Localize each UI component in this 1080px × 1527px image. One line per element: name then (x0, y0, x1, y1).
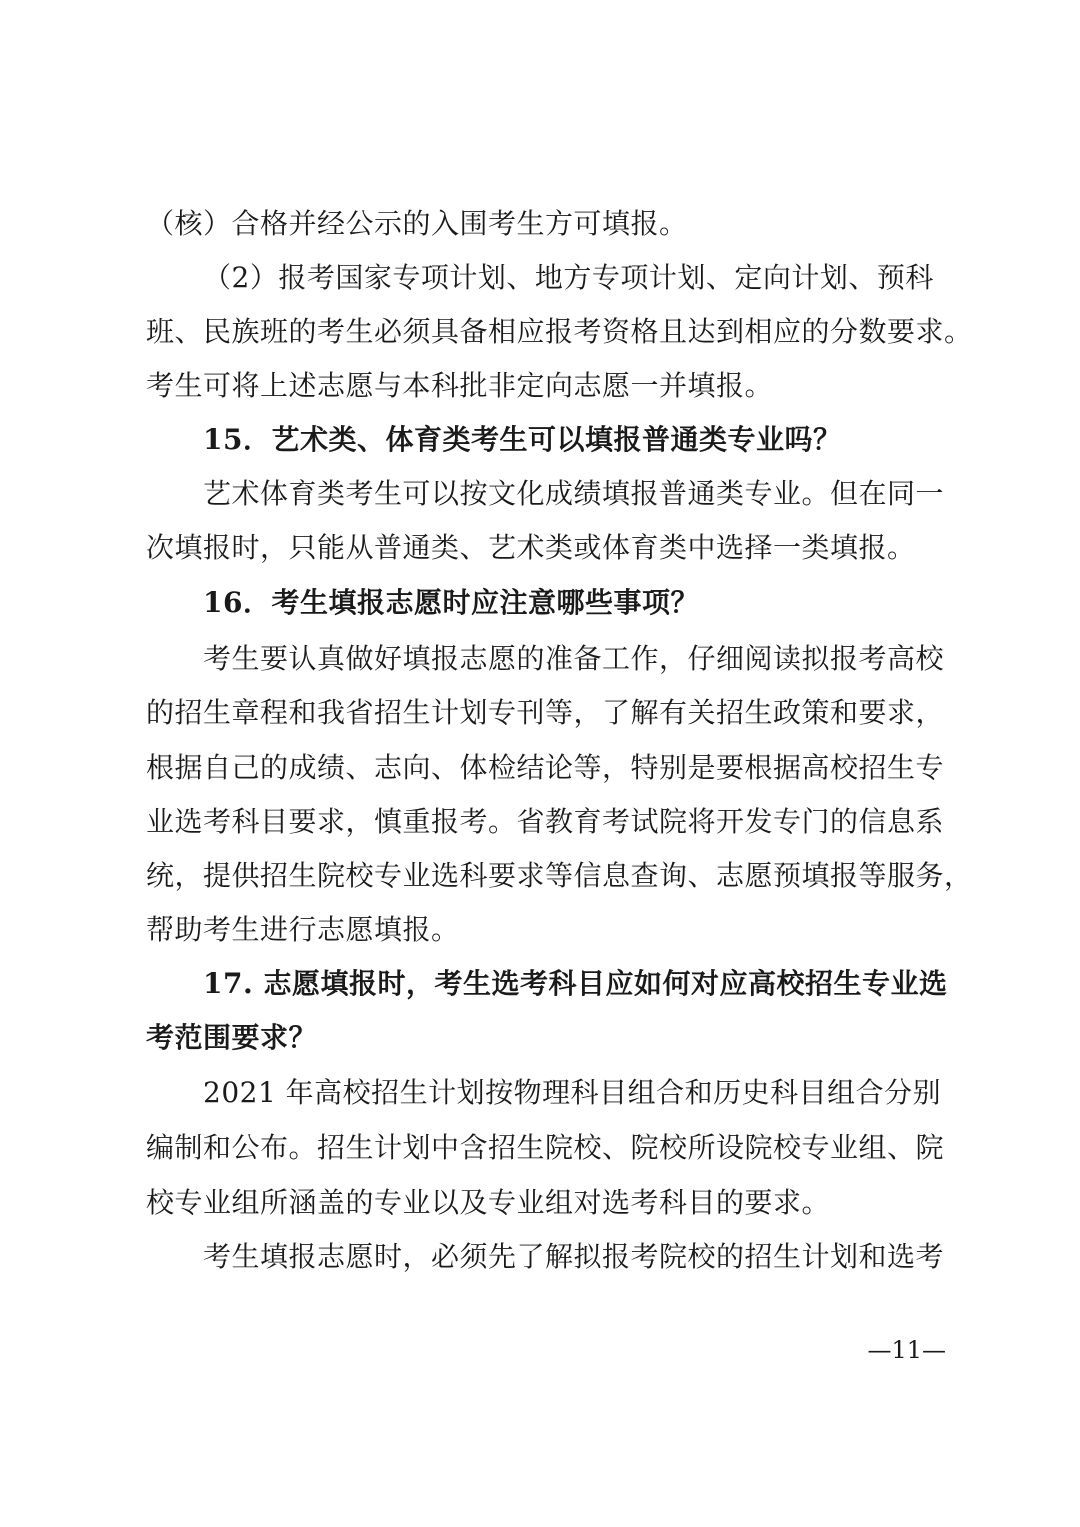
paragraph-line: （核）合格并经公示的入围考生方可填报。 (146, 207, 688, 240)
paragraph-line: 班、民族班的考生必须具备相应报考资格且达到相应的分数要求。 (146, 315, 973, 348)
paragraph-line: 次填报时，只能从普通类、艺术类或体育类中选择一类填报。 (146, 531, 916, 564)
page-number: —11— (867, 1336, 946, 1364)
paragraph-line: 根据自己的成绩、志向、体检结论等，特别是要根据高校招生专 (146, 751, 945, 784)
paragraph-line: 考生要认真做好填报志愿的准备工作，仔细阅读拟报考高校 (203, 642, 945, 675)
question-heading-17: 17. 志愿填报时，考生选考科目应如何对应高校招生专业选 (203, 967, 948, 1000)
paragraph-line: 考生填报志愿时，必须先了解拟报考院校的招生计划和选考 (203, 1240, 945, 1273)
paragraph-line: 校专业组所涵盖的专业以及专业组对选考科目的要求。 (146, 1186, 831, 1219)
question-heading-17-continued: 考范围要求？ (146, 1021, 318, 1054)
paragraph-line: 帮助考生进行志愿填报。 (146, 913, 460, 946)
question-heading-16: 16．考生填报志愿时应注意哪些事项？ (203, 586, 699, 619)
paragraph-line: 的招生章程和我省招生计划专刊等，了解有关招生政策和要求， (146, 696, 945, 729)
paragraph-line: 2021 年高校招生计划按物理科目组合和历史科目组合分别 (203, 1076, 942, 1109)
paragraph-line: （2）报考国家专项计划、地方专项计划、定向计划、预科 (203, 261, 934, 294)
paragraph-line: 艺术体育类考生可以按文化成绩填报普通类专业。但在同一 (203, 477, 945, 510)
paragraph-line: 编制和公布。招生计划中含招生院校、院校所设院校专业组、院 (146, 1131, 945, 1164)
question-heading-15: 15．艺术类、体育类考生可以填报普通类专业吗？ (203, 423, 842, 456)
paragraph-line: 考生可将上述志愿与本科批非定向志愿一并填报。 (146, 369, 774, 402)
paragraph-line: 统，提供招生院校专业选科要求等信息查询、志愿预填报等服务， (146, 859, 973, 892)
paragraph-line: 业选考科目要求，慎重报考。省教育考试院将开发专门的信息系 (146, 805, 945, 838)
